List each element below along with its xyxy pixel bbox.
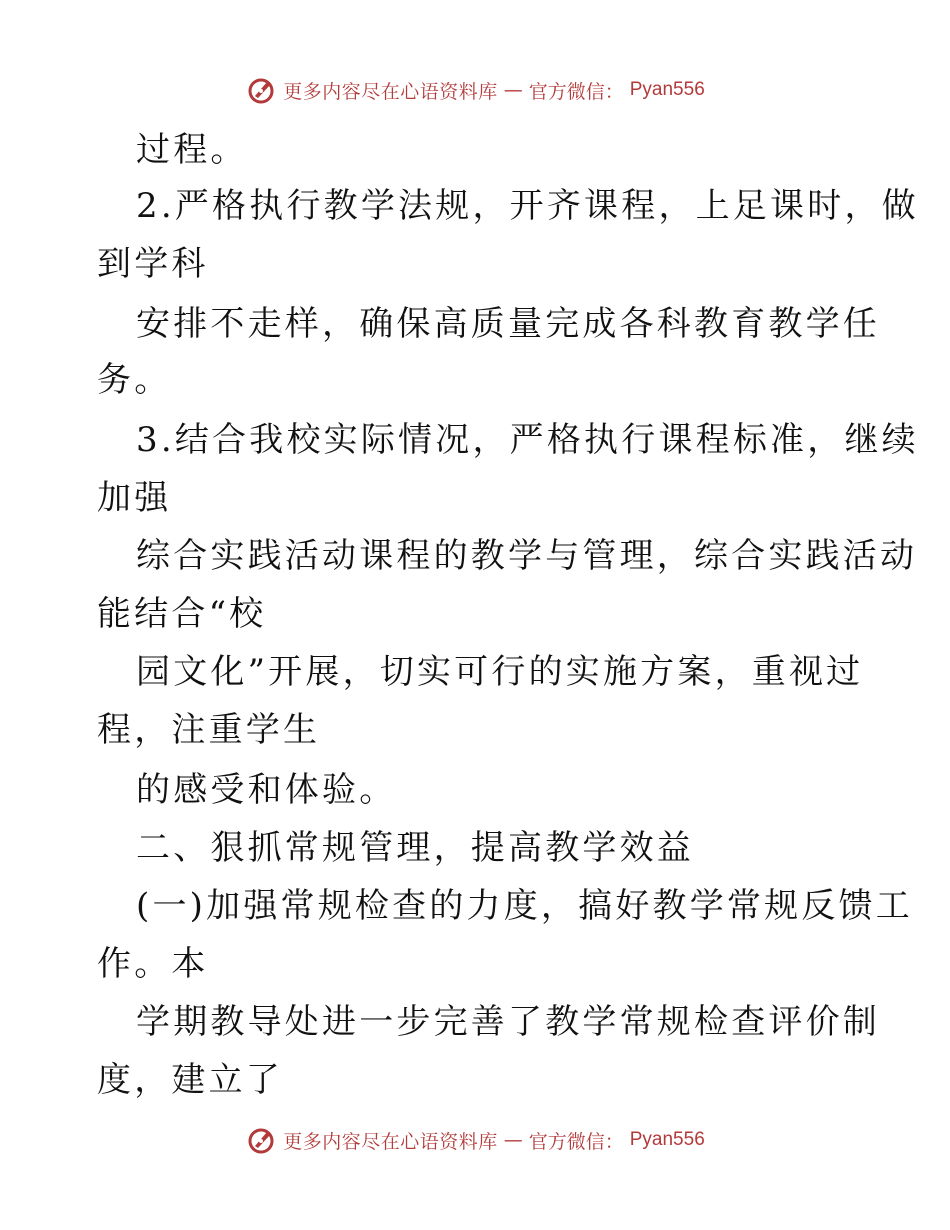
text-line: 园文化”开展，切实可行的实施方案，重视过 [136, 652, 864, 692]
page-header-watermark [0, 70, 950, 110]
text-line: 作。本 [97, 944, 209, 984]
watermark-text: 更多内容尽在心语资料库 [283, 1130, 498, 1153]
text-line: 的感受和体验。 [136, 770, 397, 810]
watermark-dash: — [503, 1129, 523, 1151]
text-line: 到学科 [97, 244, 209, 284]
page-footer-watermark [0, 1120, 950, 1160]
section-heading: 二、狠抓常规管理，提高教学效益 [136, 828, 694, 868]
watermark-text: 更多内容尽在心语资料库 [283, 80, 498, 103]
watermark-wechat-label: 官方微信： [528, 1130, 624, 1153]
text-line: 度，建立了 [97, 1060, 283, 1100]
pen-nib-circle-icon [245, 74, 277, 106]
text-line: 综合实践活动课程的教学与管理，综合实践活动 [136, 536, 918, 576]
text-line: (一)加强常规检查的力度，搞好教学常规反馈工 [136, 886, 913, 926]
watermark-wechat-id: Pyan556 [629, 79, 705, 100]
text-line: 加强 [97, 478, 172, 518]
watermark-wechat-id: Pyan556 [629, 1129, 705, 1150]
text-line: 学期教导处进一步完善了教学常规检查评价制 [136, 1002, 880, 1042]
text-line: 安排不走样，确保高质量完成各科教育教学任 [136, 304, 880, 344]
text-line: 务。 [97, 360, 172, 400]
text-line: 3.结合我校实际情况，严格执行课程标准，继续 [136, 420, 919, 460]
text-line: 过程。 [136, 130, 248, 170]
text-line: 能结合“校 [97, 594, 267, 634]
watermark-dash: — [503, 79, 523, 101]
text-line: 2.严格执行教学法规，开齐课程，上足课时，做 [136, 186, 919, 226]
text-line: 程，注重学生 [97, 710, 321, 750]
pen-nib-circle-icon [245, 1124, 277, 1156]
watermark-wechat-label: 官方微信： [528, 80, 624, 103]
